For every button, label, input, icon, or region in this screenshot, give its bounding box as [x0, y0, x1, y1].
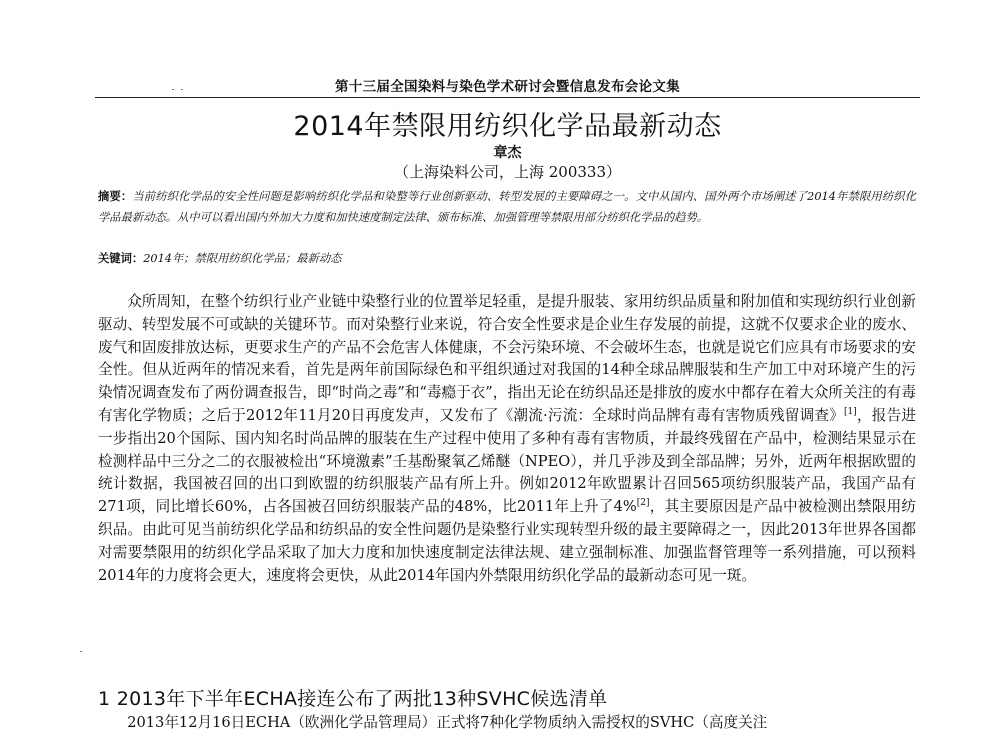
author: 章杰 — [493, 145, 522, 161]
citation-1: [1] — [844, 407, 857, 418]
affiliation: （上海染料公司，上海 200333） — [393, 163, 622, 181]
abstract — [98, 186, 916, 228]
body-text-1: 众所周知，在整个纺织行业产业链中染整行业的位置举足轻重，是提升服装、家用纺织品质量和附加值和实现纺织行业创新驱动、转型发展不可或缺的关键环节。而对染整行业来说，符合安全性要求是企业生存发展的前提，这就不仅要求企业的废水、废气和固废排放达标，更要求生产的产品不会危害人体健康，不会污染环境、不会破坏生态，也就是说它们应具有市场要求的安全性。但从近两年的情况来看，首先是两年前国际绿色和平组织通过对我国的14种全球品牌服装和生产加工中对环境产生的污染情况调查发布了两份调查报告，即“时尚之毒”和“毒瘾于衣”，指出无论在纺织品还是排放的废水中都存在着大众所关注的有毒有害化学物质；之后于2012年11月20日再度发声，又发布了《潮流·污流：全球时尚品牌有毒有害物质残留调查》 — [98, 293, 916, 424]
header-rule — [95, 97, 920, 98]
running-header: 第十三届全国染料与染色学术研讨会暨信息发布会论文集 — [335, 79, 680, 95]
body-text-2: ，报告进一步指出20个国际、国内知名时尚品牌的服装在生产过程中使用了多种有毒有害物质，并最终残留在产品中，检测结果显示在检测样品中三分之二的衣服被检出“环境激素”壬基酚聚氧乙烯醚（NPEO），并几乎涉及到全部品牌；另外，近两年根据欧盟的统计数据，我国被召回的出口到欧盟的纺织服装产品有所上升。例如2012年欧盟累计召回565项纺织服装产品，我国产品有271项，同比增长60%，占各国被召回纺织服装产品的48%，比2011年上升了4% — [98, 406, 916, 516]
abstract-text: 当前纺织化学品的安全性问题是影响纺织化学品和染整等行业创新驱动、转型发展的主要障碍之一。文中从国内、国外两个市场阐述了2014年禁限用纺织化学品最新动态。从中可以看出国内外加大力度和加快速度制定法律、颁布标准、加强管理等禁限用部分纺织化学品的趋势。 — [98, 190, 916, 224]
citation-2: [2] — [636, 498, 650, 509]
body-text-3: ，其主要原因是产品中被检测出禁限用纺织品。由此可见当前纺织化学品和纺织品的安全性问题仍是染整行业实现转型升级的最主要障碍之一，因此2013年世界各国都对需要禁限用的纺织化学品采取了加大力度和加快速度制定法律法规、建立强制标准、加强监督管理等一系列措施，可以预料2014年的力度将会更大，速度将会更快，从此2014年国内外禁限用纺织化学品的最新动态可见一斑。 — [98, 498, 916, 584]
section-1-text: 2013年12月16日ECHA（欧洲化学品管理局）正式将7种化学物质纳入需授权的SVHC（高度关注 — [127, 714, 768, 731]
section-1-heading: 1 2013年下半年ECHA接连公布了两批13种SVHC候选清单 — [98, 688, 608, 710]
scan-speck — [80, 651, 82, 652]
keywords-label: 关键词： — [98, 251, 144, 265]
scan-speck — [172, 89, 174, 90]
keywords-text: 2014年；禁限用纺织化学品；最新动态 — [143, 252, 342, 265]
body-paragraph — [98, 291, 916, 587]
abstract-label: 摘要： — [98, 189, 133, 203]
paper-title: 2014年禁限用纺织化学品最新动态 — [293, 111, 722, 142]
scan-speck — [181, 89, 183, 90]
keywords — [98, 249, 916, 268]
